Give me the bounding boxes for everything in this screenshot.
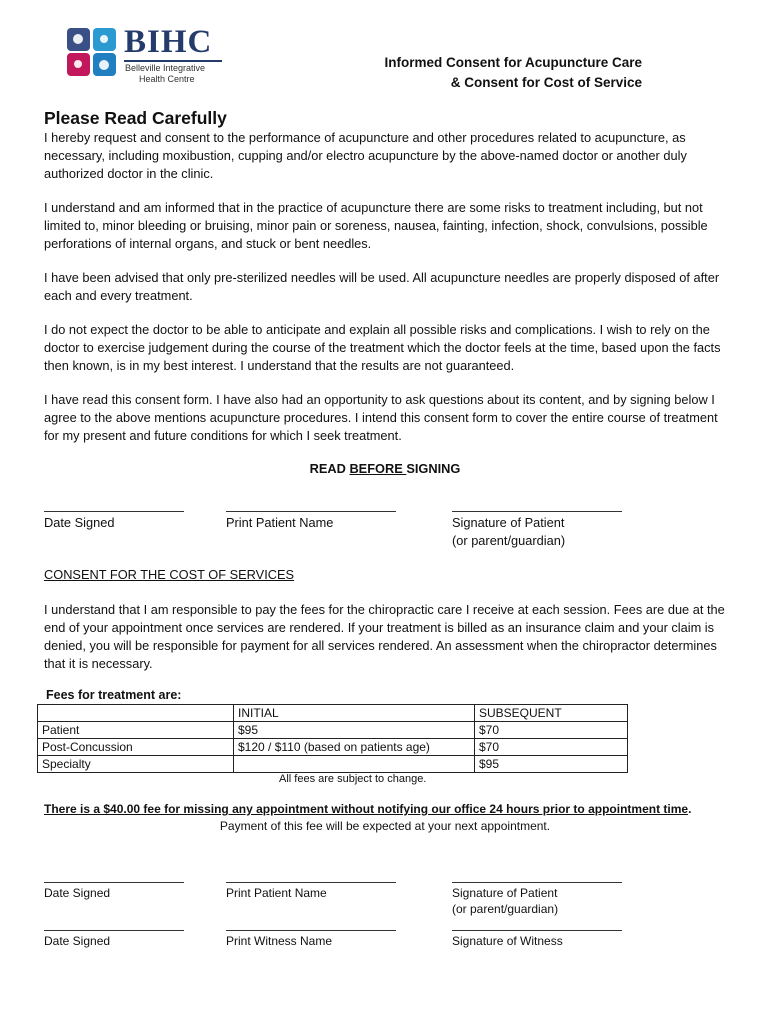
patient-signature-label: Signature of Patient (452, 515, 565, 530)
table-cell (38, 705, 234, 722)
witness-signature-line[interactable] (452, 930, 622, 931)
consent-paragraph-4: I do not expect the doctor to be able to anticipate and explain all possible risks and complications. I wish to rely on the doctor to exercise judgement during the course of the treatment which the doctor feels at the time, based upon the facts then known, is in my best interest. I understand that the results are not guaranteed. (44, 322, 721, 373)
table-row (38, 705, 628, 722)
patient-signature-label-2: Signature of Patient (452, 886, 558, 900)
consent-paragraph-5: I have read this consent form. I have also had an opportunity to ask questions about its content, and by signing below I agree to the above mentions acupuncture procedures. I intend this consent form to cover the entire course of treatment for my present and future conditions for which I seek treatment. (44, 392, 718, 443)
table-cell: $95 (234, 722, 475, 739)
print-patient-name-label-2: Print Patient Name (226, 886, 327, 900)
cost-consent-heading: CONSENT FOR THE COST OF SERVICES (44, 567, 295, 582)
table-cell: Specialty (38, 756, 234, 773)
consent-paragraph-2: I understand and am informed that in the practice of acupuncture there are some risks to treatment including, but not limited to, minor bleeding or bruising, minor pain or soreness, nausea, fainting, infection, shock, convulsions, possible perforations of internal organs, and stuck or bent needles. (44, 200, 708, 251)
fees-table (37, 704, 628, 773)
missed-appointment-fee (44, 802, 691, 816)
table-cell: $70 (475, 739, 628, 756)
table-cell: Post-Concussion (38, 739, 234, 756)
table-cell: $70 (475, 722, 628, 739)
table-header-initial: INITIAL (234, 705, 475, 722)
consent-paragraph-1: I hereby request and consent to the performance of acupuncture and other procedures related to acupuncture, as necessary, including moxibustion, cupping and/or electro acupuncture by the above-named doctor or another duly authorized doctor in the clinic. (44, 130, 687, 181)
table-cell (234, 756, 475, 773)
date-signed-label-2: Date Signed (44, 886, 111, 900)
print-patient-name-label: Print Patient Name (226, 515, 334, 530)
patient-signature-note-2: (or parent/guardian) (452, 902, 559, 916)
missed-fee-text: There is a $40.00 fee for missing any appointment without notifying our office 24 hours prior to appointment time (44, 802, 689, 816)
print-patient-name-line[interactable] (226, 511, 396, 512)
page-heading: Please Read Carefully (44, 108, 227, 128)
patient-signature-line-2[interactable] (452, 882, 622, 883)
read-before-signing (0, 461, 770, 476)
missed-fee-period: . (688, 802, 692, 816)
document-title-line2: & Consent for Cost of Service (450, 75, 642, 90)
table-cell: $120 / $110 (based on patients age) (234, 739, 475, 756)
consent-paragraph-3: I have been advised that only pre-sterilized needles will be used. All acupuncture needles are properly disposed of after each and every treatment. (44, 270, 720, 303)
print-witness-name-label: Print Witness Name (226, 934, 333, 948)
table-row (38, 756, 628, 773)
date-signed-line-2[interactable] (44, 882, 184, 883)
document-title (384, 53, 642, 93)
patient-signature-note: (or parent/guardian) (452, 533, 566, 548)
fees-heading: Fees for treatment are: (46, 688, 182, 702)
date-signed-label: Date Signed (44, 515, 115, 530)
date-signed-line-3[interactable] (44, 930, 184, 931)
table-cell: Patient (38, 722, 234, 739)
logo-divider (124, 60, 222, 62)
table-row (38, 739, 628, 756)
table-row (38, 722, 628, 739)
read-before-part1: READ (309, 461, 350, 476)
print-witness-name-line[interactable] (226, 930, 396, 931)
patient-signature-line[interactable] (452, 511, 622, 512)
date-signed-label-3: Date Signed (44, 934, 111, 948)
cost-consent-paragraph: I understand that I am responsible to pay the fees for the chiropractic care I receive at each session. Fees are due at the end of your appointment once services are rendered. If your treatment is billed as an insurance claim and your claim is denied, you will be responsible for payment for all services rendered. An assessment when the chiropractor determines that it is necessary. (44, 602, 725, 671)
logo-subtitle-line1: Belleville Integrative (125, 63, 206, 73)
clinic-logo (66, 26, 226, 84)
table-header-subsequent: SUBSEQUENT (475, 705, 628, 722)
date-signed-line[interactable] (44, 511, 184, 512)
witness-signature-label: Signature of Witness (452, 934, 563, 948)
missed-fee-note: Payment of this fee will be expected at your next appointment. (219, 819, 551, 833)
fees-note: All fees are subject to change. (279, 773, 427, 785)
document-title-line1: Informed Consent for Acupuncture Care (384, 55, 642, 70)
table-cell: $95 (475, 756, 628, 773)
logo-subtitle (125, 63, 205, 85)
logo-title: BIHC (124, 24, 213, 60)
clinic-logo-icon (66, 26, 118, 78)
print-patient-name-line-2[interactable] (226, 882, 396, 883)
read-before-part3: SIGNING (406, 461, 461, 476)
logo-subtitle-line2: Health Centre (139, 74, 195, 84)
read-before-part2: BEFORE (349, 461, 407, 476)
